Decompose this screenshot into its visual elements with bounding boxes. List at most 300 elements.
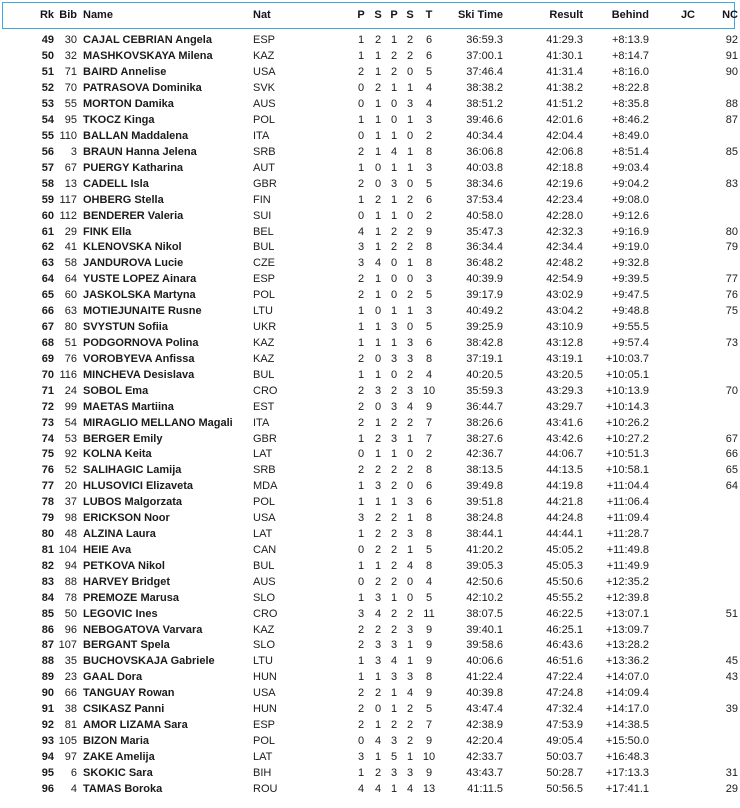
cell-nc: 45 bbox=[725, 655, 738, 668]
cell-result: 45:05.3 bbox=[546, 559, 583, 572]
cell-t: 6 bbox=[425, 336, 433, 349]
column-header-name: Name bbox=[83, 10, 113, 21]
cell-behind: +11:28.7 bbox=[606, 528, 649, 541]
cell-rk: 70 bbox=[41, 368, 54, 381]
cell-result: 42:32.3 bbox=[546, 225, 583, 238]
table-row bbox=[0, 240, 740, 256]
cell-result: 44:21.8 bbox=[546, 496, 583, 509]
cell-result: 43:29.7 bbox=[546, 400, 583, 413]
cell-p1: 3 bbox=[357, 512, 365, 525]
cell-ski_time: 40:39.9 bbox=[466, 273, 503, 286]
cell-result: 42:19.6 bbox=[546, 177, 583, 190]
cell-nc: 64 bbox=[725, 480, 738, 493]
cell-p2: 1 bbox=[390, 782, 398, 795]
cell-p2: 0 bbox=[390, 289, 398, 302]
table-row bbox=[0, 622, 740, 638]
cell-bib: 97 bbox=[64, 750, 77, 763]
cell-p1: 4 bbox=[357, 782, 365, 795]
cell-t: 9 bbox=[425, 623, 433, 636]
cell-p2: 2 bbox=[390, 528, 398, 541]
cell-result: 42:34.4 bbox=[546, 241, 583, 254]
cell-t: 5 bbox=[425, 703, 433, 716]
cell-t: 9 bbox=[425, 735, 433, 748]
cell-rk: 89 bbox=[41, 671, 54, 684]
cell-behind: +11:06.4 bbox=[606, 496, 649, 509]
cell-s2: 2 bbox=[406, 368, 414, 381]
cell-bib: 38 bbox=[64, 703, 77, 716]
cell-name: TKOCZ Kinga bbox=[83, 115, 155, 127]
cell-nat: LAT bbox=[253, 750, 273, 763]
cell-behind: +11:49.8 bbox=[606, 543, 649, 556]
cell-s1: 1 bbox=[374, 66, 382, 79]
cell-result: 43:02.9 bbox=[546, 289, 583, 302]
table-row bbox=[0, 81, 740, 97]
cell-bib: 105 bbox=[58, 735, 77, 748]
cell-name: PUERGY Katharina bbox=[83, 162, 184, 174]
cell-bib: 116 bbox=[59, 368, 77, 381]
cell-s2: 0 bbox=[406, 448, 414, 461]
cell-ski_time: 38:44.1 bbox=[466, 528, 503, 541]
cell-t: 10 bbox=[422, 384, 436, 397]
cell-t: 9 bbox=[425, 655, 433, 668]
cell-bib: 104 bbox=[58, 543, 77, 556]
cell-s2: 2 bbox=[406, 416, 414, 429]
table-row bbox=[0, 176, 740, 192]
cell-p1: 1 bbox=[357, 591, 365, 604]
cell-p1: 1 bbox=[357, 193, 365, 206]
cell-rk: 62 bbox=[41, 241, 54, 254]
cell-bib: 55 bbox=[64, 98, 77, 111]
cell-nat: SLO bbox=[253, 639, 276, 652]
table-row bbox=[0, 144, 740, 160]
cell-s1: 1 bbox=[374, 368, 382, 381]
cell-ski_time: 40:58.0 bbox=[466, 209, 503, 222]
cell-name: LUBOS Malgorzata bbox=[83, 497, 183, 509]
cell-ski_time: 42:50.6 bbox=[466, 575, 503, 588]
cell-p1: 0 bbox=[357, 448, 365, 461]
cell-result: 44:13.5 bbox=[546, 464, 583, 477]
cell-rk: 60 bbox=[41, 209, 54, 222]
cell-p1: 4 bbox=[357, 225, 365, 238]
cell-s1: 1 bbox=[374, 671, 382, 684]
cell-ski_time: 38:07.5 bbox=[466, 607, 503, 620]
cell-s1: 2 bbox=[374, 512, 382, 525]
cell-s1: 2 bbox=[374, 543, 382, 556]
cell-ski_time: 42:20.4 bbox=[466, 735, 503, 748]
cell-result: 47:22.4 bbox=[546, 671, 583, 684]
table-row bbox=[0, 479, 740, 495]
cell-behind: +9:32.8 bbox=[611, 257, 649, 270]
cell-t: 11 bbox=[423, 607, 435, 620]
cell-t: 5 bbox=[425, 591, 433, 604]
cell-s1: 0 bbox=[374, 161, 382, 174]
cell-s2: 2 bbox=[406, 50, 414, 63]
cell-p2: 1 bbox=[390, 496, 398, 509]
cell-p1: 1 bbox=[357, 528, 365, 541]
table-row bbox=[0, 336, 740, 352]
cell-result: 44:06.7 bbox=[546, 448, 583, 461]
cell-bib: 24 bbox=[64, 384, 77, 397]
cell-s2: 2 bbox=[406, 289, 414, 302]
cell-rk: 82 bbox=[41, 559, 54, 572]
table-row bbox=[0, 527, 740, 543]
cell-p1: 0 bbox=[357, 82, 365, 95]
cell-rk: 75 bbox=[41, 448, 54, 461]
cell-s2: 1 bbox=[406, 432, 414, 445]
cell-t: 4 bbox=[425, 98, 433, 111]
cell-result: 42:04.4 bbox=[546, 129, 583, 142]
cell-s2: 0 bbox=[406, 209, 414, 222]
cell-nat: KAZ bbox=[253, 352, 275, 365]
cell-result: 41:30.1 bbox=[546, 50, 583, 63]
cell-nat: LAT bbox=[253, 528, 273, 541]
cell-name: ZAKE Amelija bbox=[83, 751, 155, 763]
cell-p2: 2 bbox=[390, 225, 398, 238]
cell-s1: 1 bbox=[374, 98, 382, 111]
cell-nat: ESP bbox=[253, 273, 276, 286]
cell-bib: 52 bbox=[64, 464, 77, 477]
cell-p1: 2 bbox=[357, 400, 365, 413]
cell-rk: 72 bbox=[41, 400, 54, 413]
cell-ski_time: 37:00.1 bbox=[466, 50, 503, 63]
cell-bib: 76 bbox=[64, 352, 77, 365]
cell-p2: 1 bbox=[390, 193, 398, 206]
column-header-p1: P bbox=[357, 9, 365, 21]
cell-s1: 1 bbox=[374, 129, 382, 142]
table-row bbox=[0, 192, 740, 208]
table-row bbox=[0, 65, 740, 81]
cell-name: KOLNA Keita bbox=[83, 449, 152, 461]
cell-nat: UKR bbox=[253, 321, 277, 334]
table-row bbox=[0, 224, 740, 240]
cell-result: 45:50.6 bbox=[546, 575, 583, 588]
cell-result: 47:24.8 bbox=[546, 687, 583, 700]
cell-p2: 1 bbox=[390, 82, 398, 95]
cell-s2: 2 bbox=[406, 241, 414, 254]
cell-p1: 0 bbox=[357, 735, 365, 748]
table-row bbox=[0, 734, 740, 750]
cell-p1: 1 bbox=[357, 496, 365, 509]
column-header-p2: P bbox=[390, 9, 398, 21]
cell-t: 9 bbox=[425, 225, 433, 238]
table-row bbox=[0, 702, 740, 718]
cell-t: 2 bbox=[425, 448, 433, 461]
cell-rk: 84 bbox=[41, 591, 54, 604]
cell-t: 6 bbox=[425, 193, 433, 206]
cell-ski_time: 38:24.8 bbox=[466, 512, 503, 525]
cell-rk: 96 bbox=[41, 782, 54, 795]
cell-s1: 3 bbox=[374, 480, 382, 493]
cell-behind: +13:07.1 bbox=[605, 607, 649, 620]
cell-s2: 4 bbox=[406, 782, 414, 795]
cell-nc: 70 bbox=[725, 384, 738, 397]
cell-p2: 3 bbox=[390, 321, 398, 334]
cell-behind: +14:17.0 bbox=[605, 703, 649, 716]
cell-nat: SRB bbox=[253, 464, 276, 477]
cell-result: 42:54.9 bbox=[546, 273, 583, 286]
cell-result: 43:10.9 bbox=[546, 321, 583, 334]
cell-nc: 29 bbox=[725, 782, 738, 795]
cell-p2: 2 bbox=[390, 384, 398, 397]
cell-rk: 94 bbox=[41, 750, 54, 763]
cell-s2: 0 bbox=[406, 321, 414, 334]
cell-s2: 2 bbox=[406, 735, 414, 748]
cell-nc: 75 bbox=[725, 305, 738, 318]
cell-p1: 1 bbox=[357, 34, 365, 47]
cell-name: MINCHEVA Desislava bbox=[83, 369, 195, 381]
table-row bbox=[0, 670, 740, 686]
cell-result: 50:56.5 bbox=[546, 782, 583, 795]
cell-bib: 112 bbox=[59, 209, 77, 222]
cell-rk: 92 bbox=[41, 719, 54, 732]
cell-p2: 1 bbox=[390, 129, 398, 142]
cell-s2: 1 bbox=[406, 512, 414, 525]
cell-nc: 67 bbox=[725, 432, 738, 445]
cell-t: 8 bbox=[425, 257, 433, 270]
cell-name: BERGANT Spela bbox=[83, 640, 170, 652]
cell-s1: 2 bbox=[374, 464, 382, 477]
cell-t: 3 bbox=[425, 114, 433, 127]
cell-t: 8 bbox=[425, 512, 433, 525]
cell-rk: 68 bbox=[41, 336, 54, 349]
cell-result: 44:24.8 bbox=[546, 512, 583, 525]
cell-name: BRAUN Hanna Jelena bbox=[83, 146, 197, 158]
cell-s2: 2 bbox=[406, 607, 414, 620]
cell-s1: 2 bbox=[374, 687, 382, 700]
cell-t: 2 bbox=[425, 209, 433, 222]
cell-name: OHBERG Stella bbox=[83, 194, 164, 206]
cell-ski_time: 36:59.3 bbox=[466, 34, 503, 47]
cell-result: 46:22.5 bbox=[546, 607, 583, 620]
cell-nat: ESP bbox=[253, 34, 276, 47]
cell-t: 3 bbox=[425, 273, 433, 286]
cell-nc: 73 bbox=[725, 336, 738, 349]
table-row bbox=[0, 511, 740, 527]
cell-bib: 50 bbox=[64, 607, 77, 620]
cell-behind: +12:39.8 bbox=[605, 591, 649, 604]
cell-result: 45:05.2 bbox=[546, 543, 583, 556]
cell-bib: 4 bbox=[70, 782, 77, 795]
cell-p2: 3 bbox=[390, 432, 398, 445]
cell-result: 46:25.1 bbox=[546, 623, 583, 636]
cell-nat: AUS bbox=[253, 575, 276, 588]
cell-p1: 2 bbox=[357, 464, 365, 477]
cell-ski_time: 39:51.8 bbox=[466, 496, 503, 509]
cell-s1: 1 bbox=[374, 416, 382, 429]
cell-bib: 63 bbox=[64, 305, 77, 318]
table-row bbox=[0, 590, 740, 606]
cell-s1: 0 bbox=[374, 305, 382, 318]
cell-s2: 2 bbox=[406, 464, 414, 477]
cell-nat: GBR bbox=[253, 177, 277, 190]
cell-rk: 66 bbox=[41, 305, 54, 318]
cell-name: NEBOGATOVA Varvara bbox=[83, 624, 203, 636]
table-row bbox=[0, 495, 740, 511]
cell-s2: 0 bbox=[406, 273, 414, 286]
cell-behind: +9:47.5 bbox=[611, 289, 649, 302]
cell-ski_time: 38:13.5 bbox=[466, 464, 503, 477]
cell-s1: 1 bbox=[374, 321, 382, 334]
cell-rk: 58 bbox=[41, 177, 54, 190]
cell-name: MAETAS Martiina bbox=[83, 401, 174, 413]
table-row bbox=[0, 208, 740, 224]
cell-t: 9 bbox=[425, 766, 433, 779]
cell-ski_time: 43:43.7 bbox=[466, 766, 503, 779]
table-row bbox=[0, 351, 740, 367]
cell-nat: KAZ bbox=[253, 623, 275, 636]
cell-s1: 1 bbox=[374, 719, 382, 732]
cell-nc: 90 bbox=[725, 66, 738, 79]
cell-ski_time: 40:39.8 bbox=[466, 687, 503, 700]
table-row bbox=[0, 606, 740, 622]
cell-rk: 95 bbox=[41, 766, 54, 779]
cell-p1: 2 bbox=[357, 623, 365, 636]
cell-s1: 1 bbox=[374, 225, 382, 238]
cell-rk: 61 bbox=[41, 225, 54, 238]
cell-bib: 67 bbox=[64, 161, 77, 174]
cell-name: BENDERER Valeria bbox=[83, 210, 184, 222]
cell-nc: 66 bbox=[725, 448, 738, 461]
cell-t: 6 bbox=[425, 480, 433, 493]
cell-t: 8 bbox=[425, 671, 433, 684]
cell-p2: 1 bbox=[390, 34, 398, 47]
cell-nc: 39 bbox=[725, 703, 738, 716]
cell-t: 4 bbox=[425, 82, 433, 95]
cell-rk: 93 bbox=[41, 735, 54, 748]
cell-behind: +11:09.4 bbox=[606, 512, 649, 525]
cell-result: 43:19.1 bbox=[546, 352, 583, 365]
cell-behind: +8:46.2 bbox=[611, 114, 649, 127]
cell-ski_time: 37:53.4 bbox=[466, 193, 503, 206]
cell-behind: +9:48.8 bbox=[611, 305, 649, 318]
cell-p2: 2 bbox=[390, 607, 398, 620]
cell-p1: 2 bbox=[357, 384, 365, 397]
column-header-t: T bbox=[425, 9, 433, 21]
cell-rk: 50 bbox=[41, 50, 54, 63]
table-row bbox=[0, 638, 740, 654]
column-header-behind: Behind bbox=[611, 9, 649, 21]
cell-t: 9 bbox=[425, 400, 433, 413]
cell-bib: 94 bbox=[64, 559, 77, 572]
cell-nat: CRO bbox=[253, 384, 278, 397]
cell-name: SVYSTUN Sofiia bbox=[83, 322, 168, 334]
cell-name: JASKOLSKA Martyna bbox=[83, 290, 196, 302]
cell-nat: BIH bbox=[253, 766, 272, 779]
cell-name: MOTIEJUNAITE Rusne bbox=[83, 306, 202, 318]
cell-nat: SLO bbox=[253, 591, 276, 604]
table-row bbox=[0, 33, 740, 49]
cell-ski_time: 37:19.1 bbox=[466, 352, 503, 365]
cell-bib: 117 bbox=[59, 193, 77, 206]
cell-bib: 71 bbox=[64, 66, 77, 79]
cell-result: 42:28.0 bbox=[546, 209, 583, 222]
cell-nat: KAZ bbox=[253, 50, 275, 63]
table-row bbox=[0, 160, 740, 176]
cell-p1: 0 bbox=[357, 575, 365, 588]
cell-bib: 32 bbox=[64, 50, 77, 63]
cell-s1: 1 bbox=[374, 114, 382, 127]
cell-rk: 76 bbox=[41, 464, 54, 477]
cell-ski_time: 43:47.4 bbox=[466, 703, 503, 716]
cell-result: 50:28.7 bbox=[546, 766, 583, 779]
cell-bib: 29 bbox=[64, 225, 77, 238]
cell-result: 41:29.3 bbox=[546, 34, 583, 47]
cell-ski_time: 42:33.7 bbox=[466, 750, 503, 763]
cell-rk: 73 bbox=[41, 416, 54, 429]
cell-bib: 64 bbox=[64, 273, 77, 286]
cell-name: BALLAN Maddalena bbox=[83, 130, 189, 142]
cell-ski_time: 36:44.7 bbox=[466, 400, 503, 413]
cell-p1: 2 bbox=[357, 639, 365, 652]
cell-p2: 0 bbox=[390, 257, 398, 270]
cell-result: 43:12.8 bbox=[546, 336, 583, 349]
cell-behind: +10:26.2 bbox=[605, 416, 649, 429]
cell-ski_time: 39:40.1 bbox=[466, 623, 503, 636]
cell-p1: 2 bbox=[357, 289, 365, 302]
cell-name: ERICKSON Noor bbox=[83, 513, 170, 525]
cell-p1: 0 bbox=[357, 129, 365, 142]
cell-name: HEIE Ava bbox=[83, 544, 132, 556]
cell-name: PODGORNOVA Polina bbox=[83, 337, 199, 349]
cell-s2: 3 bbox=[406, 623, 414, 636]
cell-s2: 3 bbox=[406, 528, 414, 541]
cell-s1: 1 bbox=[374, 50, 382, 63]
cell-nat: POL bbox=[253, 114, 276, 127]
cell-s2: 1 bbox=[406, 655, 414, 668]
table-row bbox=[0, 383, 740, 399]
cell-t: 9 bbox=[425, 639, 433, 652]
cell-result: 41:31.4 bbox=[546, 66, 583, 79]
cell-t: 4 bbox=[425, 575, 433, 588]
cell-nat: SVK bbox=[253, 82, 276, 95]
cell-name: BUCHOVSKAJA Gabriele bbox=[83, 656, 215, 668]
cell-result: 46:51.6 bbox=[546, 655, 583, 668]
cell-nat: LTU bbox=[253, 305, 273, 318]
cell-ski_time: 40:20.5 bbox=[466, 368, 503, 381]
column-header-s1: S bbox=[374, 9, 382, 21]
cell-p1: 1 bbox=[357, 368, 365, 381]
cell-rk: 63 bbox=[41, 257, 54, 270]
cell-p2: 0 bbox=[390, 273, 398, 286]
column-header-bib: Bib bbox=[59, 9, 77, 21]
table-row bbox=[0, 129, 740, 145]
cell-s1: 2 bbox=[374, 575, 382, 588]
cell-behind: +9:08.0 bbox=[611, 193, 649, 206]
cell-name: KLENOVSKA Nikol bbox=[83, 242, 182, 254]
cell-behind: +8:14.7 bbox=[611, 50, 649, 63]
cell-p1: 2 bbox=[357, 703, 365, 716]
cell-ski_time: 38:27.6 bbox=[466, 432, 503, 445]
cell-p2: 1 bbox=[390, 161, 398, 174]
cell-p2: 2 bbox=[390, 480, 398, 493]
cell-nat: ITA bbox=[253, 129, 270, 142]
cell-behind: +12:35.2 bbox=[605, 575, 649, 588]
cell-t: 5 bbox=[425, 177, 433, 190]
cell-p1: 1 bbox=[357, 480, 365, 493]
cell-name: LEGOVIC Ines bbox=[83, 608, 158, 620]
table-row bbox=[0, 113, 740, 129]
cell-ski_time: 39:17.9 bbox=[466, 289, 503, 302]
cell-s1: 1 bbox=[374, 209, 382, 222]
cell-ski_time: 39:25.9 bbox=[466, 321, 503, 334]
cell-ski_time: 42:10.2 bbox=[466, 591, 503, 604]
cell-nat: ITA bbox=[253, 416, 270, 429]
cell-p1: 2 bbox=[357, 273, 365, 286]
cell-p2: 2 bbox=[390, 559, 398, 572]
table-row bbox=[0, 686, 740, 702]
cell-nc: 80 bbox=[725, 225, 738, 238]
cell-rk: 51 bbox=[41, 66, 54, 79]
